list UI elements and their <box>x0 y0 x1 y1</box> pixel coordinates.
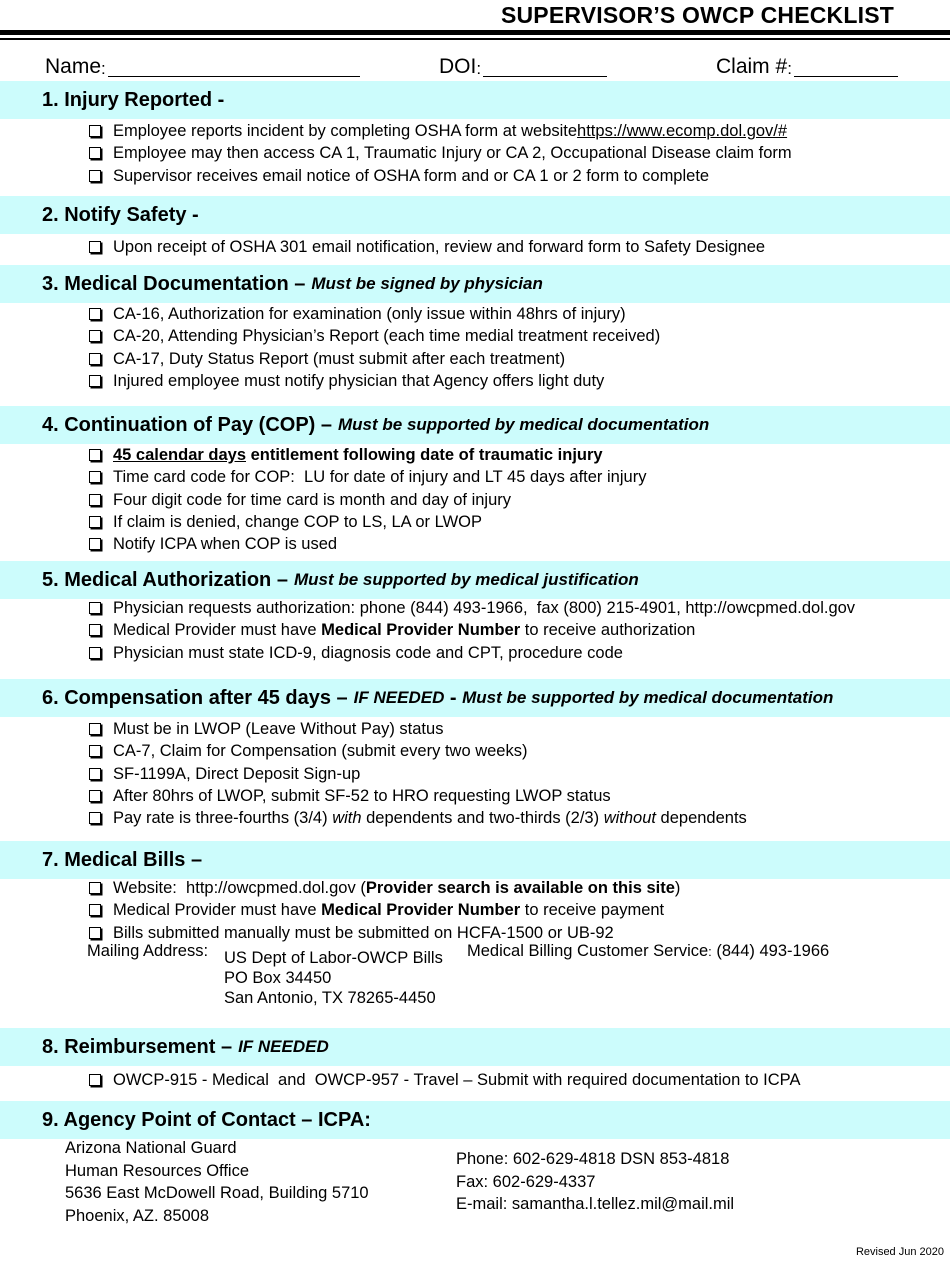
section-8-list <box>88 1069 800 1091</box>
section-1-list <box>88 120 792 187</box>
checkbox[interactable] <box>89 790 101 802</box>
checkbox[interactable] <box>89 516 101 528</box>
section-4-header: 4. Continuation of Pay (COP) – Must be supported by medical documentation <box>0 406 950 444</box>
list-item: Physician requests authorization: phone (844) 493-1966, fax (800) 215-4901, http://owcpmed.dol.gov <box>88 597 855 619</box>
section-9-header: 9. Agency Point of Contact – ICPA: <box>0 1101 950 1139</box>
list-item: Pay rate is three-fourths (3/4) with dependents and two-thirds (2/3) without dependents <box>88 807 747 829</box>
checkbox[interactable] <box>89 927 101 939</box>
list-item: Medical Provider must have Medical Provider Number to receive payment <box>88 899 680 921</box>
checkbox[interactable] <box>89 904 101 916</box>
section-6-list <box>88 718 747 829</box>
checkbox[interactable] <box>89 882 101 894</box>
doi-label: DOI <box>439 55 477 78</box>
section-8-header: 8. Reimbursement – IF NEEDED <box>0 1028 950 1066</box>
section-6-header: 6. Compensation after 45 days – IF NEEDED - Must be supported by medical documentation <box>0 679 950 717</box>
list-item: Four digit code for time card is month and day of injury <box>88 489 646 511</box>
icpa-phone: Phone: 602-629-4818 DSN 853-4818 <box>456 1150 730 1168</box>
name-field[interactable]: Name : <box>45 55 360 79</box>
icpa-organization: Arizona National Guard Human Resources Office 5636 East McDowell Road, Building 5710 Phoenix, AZ. 85008 <box>65 1139 369 1225</box>
list-item: Injured employee must notify physician that Agency offers light duty <box>88 370 660 392</box>
checkbox[interactable] <box>89 602 101 614</box>
checkbox[interactable] <box>89 241 101 253</box>
claim-label: Claim # <box>716 55 788 78</box>
list-item: OWCP-915 - Medical and OWCP-957 - Travel – Submit with required documentation to ICPA <box>88 1069 800 1091</box>
ecomp-link[interactable]: https://www.ecomp.dol.gov/# <box>577 122 788 140</box>
checkbox[interactable] <box>89 308 101 320</box>
claim-line[interactable] <box>794 56 898 77</box>
checkbox[interactable] <box>89 624 101 636</box>
list-item: Supervisor receives email notice of OSHA form and or CA 1 or 2 form to complete <box>88 165 792 187</box>
checkbox[interactable] <box>89 147 101 159</box>
name-line[interactable] <box>108 56 360 77</box>
list-item: Upon receipt of OSHA 301 email notification, review and forward form to Safety Designee <box>88 236 765 258</box>
section-7-header: 7. Medical Bills – <box>0 841 950 879</box>
list-item: 45 calendar days entitlement following date of traumatic injury <box>88 444 646 466</box>
section-7-list <box>88 877 680 944</box>
doi-field[interactable]: DOI : <box>439 55 607 79</box>
revision-note: Revised Jun 2020 <box>855 1246 944 1258</box>
list-item: If claim is denied, change COP to LS, LA or LWOP <box>88 511 646 533</box>
list-item: Physician must state ICD-9, diagnosis code and CPT, procedure code <box>88 642 855 664</box>
checkbox[interactable] <box>89 647 101 659</box>
section-4-list <box>88 444 646 555</box>
list-item: Must be in LWOP (Leave Without Pay) status <box>88 718 747 740</box>
name-label: Name <box>45 55 102 78</box>
checkbox[interactable] <box>89 494 101 506</box>
billing-service: Medical Billing Customer Service: (844) 493-1966 <box>467 942 830 960</box>
section-2-header: 2. Notify Safety - <box>0 196 950 234</box>
checkbox[interactable] <box>89 170 101 182</box>
list-item: Employee may then access CA 1, Traumatic Injury or CA 2, Occupational Disease claim form <box>88 142 792 164</box>
section-3-list <box>88 303 660 392</box>
checkbox[interactable] <box>89 449 101 461</box>
section-3-header: 3. Medical Documentation – Must be signed by physician <box>0 265 950 303</box>
list-item: Medical Provider must have Medical Provider Number to receive authorization <box>88 619 855 641</box>
list-item: Time card code for COP: LU for date of injury and LT 45 days after injury <box>88 466 646 488</box>
doi-line[interactable] <box>483 56 607 77</box>
title-rule-thin <box>0 38 950 40</box>
list-item: CA-7, Claim for Compensation (submit every two weeks) <box>88 740 747 762</box>
section-2-list <box>88 236 765 258</box>
icpa-fax: Fax: 602-629-4337 <box>456 1172 596 1191</box>
checkbox[interactable] <box>89 353 101 365</box>
list-item: Employee reports incident by completing OSHA form at website https://www.ecomp.dol.gov/# <box>88 120 792 142</box>
checkbox[interactable] <box>89 768 101 780</box>
section-5-header: 5. Medical Authorization – Must be supported by medical justification <box>0 561 950 599</box>
checkbox[interactable] <box>89 125 101 137</box>
list-item: CA-20, Attending Physician’s Report (each time medial treatment received) <box>88 325 660 347</box>
checkbox[interactable] <box>89 471 101 483</box>
checkbox[interactable] <box>89 538 101 550</box>
checkbox[interactable] <box>89 812 101 824</box>
claim-field[interactable]: Claim # : <box>716 55 898 79</box>
mailing-address: US Dept of Labor-OWCP Bills PO Box 34450 San Antonio, TX 78265-4450 <box>224 949 443 1007</box>
title-rule-thick <box>0 30 950 35</box>
list-item: Notify ICPA when COP is used <box>88 533 646 555</box>
checkbox[interactable] <box>89 745 101 757</box>
list-item: SF-1199A, Direct Deposit Sign-up <box>88 763 747 785</box>
checkbox[interactable] <box>89 723 101 735</box>
list-item: CA-16, Authorization for examination (only issue within 48hrs of injury) <box>88 303 660 325</box>
checkbox[interactable] <box>89 330 101 342</box>
section-5-list <box>88 597 855 664</box>
section-1-header: 1. Injury Reported - <box>0 81 950 119</box>
mailing-label: Mailing Address: <box>87 942 209 960</box>
checkbox[interactable] <box>89 375 101 387</box>
list-item: After 80hrs of LWOP, submit SF-52 to HRO requesting LWOP status <box>88 785 747 807</box>
icpa-contact <box>456 1148 734 1216</box>
checkbox[interactable] <box>89 1074 101 1086</box>
list-item: Website: http://owcpmed.dol.gov ( Provider search is available on this site ) <box>88 877 680 899</box>
list-item: CA-17, Duty Status Report (must submit after each treatment) <box>88 348 660 370</box>
list-item: Bills submitted manually must be submitted on HCFA-1500 or UB-92 <box>88 922 680 944</box>
icpa-email[interactable]: E-mail: samantha.l.tellez.mil@mail.mil <box>456 1195 735 1213</box>
page-title: SUPERVISOR’S OWCP CHECKLIST <box>500 2 894 28</box>
